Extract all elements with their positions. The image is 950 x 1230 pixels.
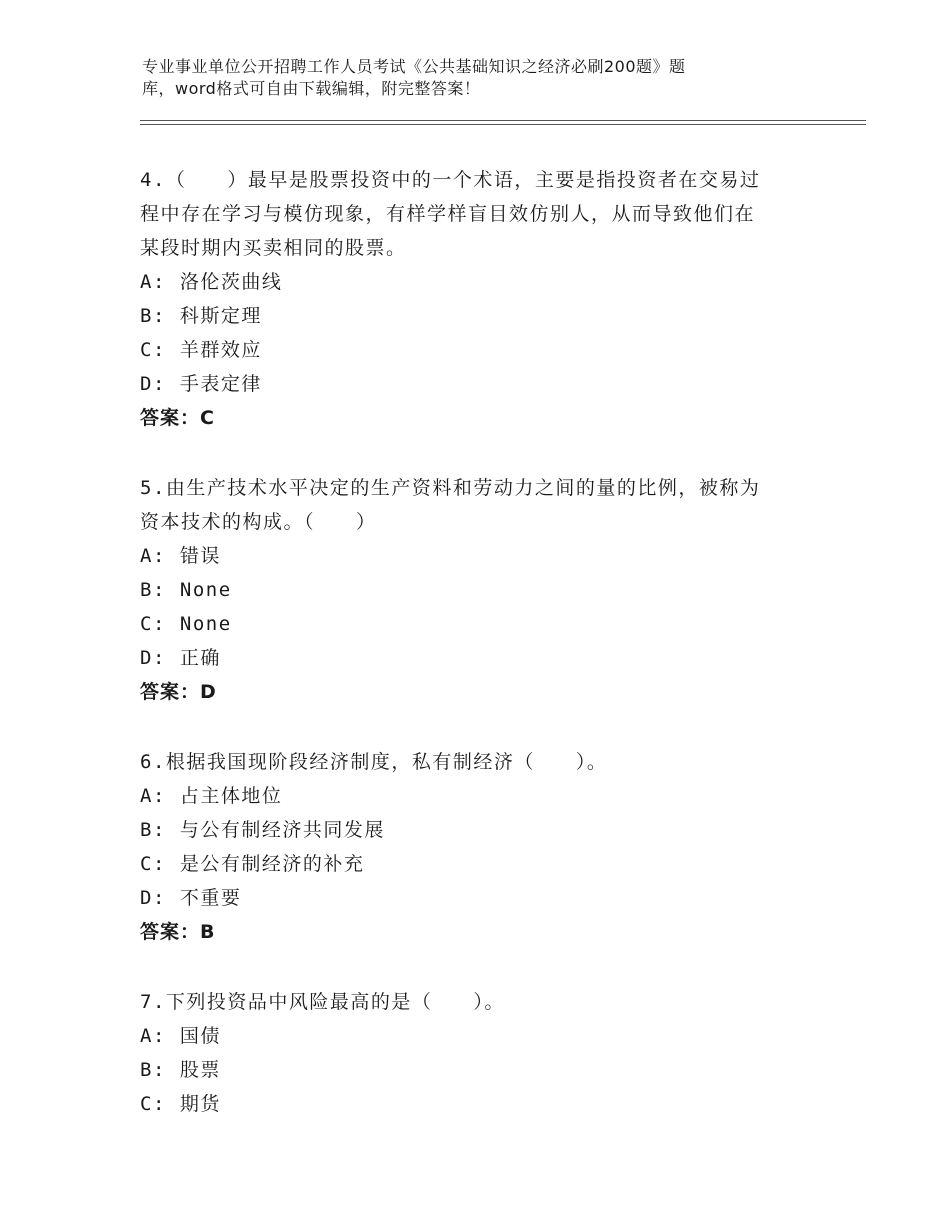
option-spacer <box>166 573 180 607</box>
option-spacer <box>166 813 180 847</box>
option-letter: D: <box>140 373 166 395</box>
option-spacer <box>166 299 180 333</box>
answer-option <box>140 299 820 333</box>
option-spacer <box>166 1087 180 1121</box>
question-text-line: 5.由生产技术水平决定的生产资料和劳动力之间的量的比例，被称为 <box>140 477 761 499</box>
option-text: 羊群效应 <box>179 339 262 361</box>
option-text: 占主体地位 <box>179 785 283 807</box>
answer-key: 答案：C <box>140 407 215 429</box>
option-letter: B: <box>140 305 166 327</box>
option-spacer <box>166 367 180 401</box>
option-text: 国债 <box>179 1025 221 1047</box>
option-spacer <box>166 607 180 641</box>
option-spacer <box>166 641 180 675</box>
question-text-line: 程中存在学习与模仿现象，有样学样盲目效仿别人，从而导致他们在 <box>140 203 756 225</box>
question-text-line: 某段时期内买卖相同的股票。 <box>140 237 407 259</box>
answer-option <box>140 367 820 401</box>
option-text: None <box>179 613 232 635</box>
question-text-line: 6.根据我国现阶段经济制度，私有制经济（ ）。 <box>140 751 608 773</box>
option-text: 期货 <box>179 1093 221 1115</box>
option-text: 科斯定理 <box>179 305 262 327</box>
answer-key: 答案：D <box>140 681 217 703</box>
option-spacer <box>166 847 180 881</box>
option-letter: A: <box>140 785 166 807</box>
option-letter: A: <box>140 271 166 293</box>
answer-option <box>140 1053 820 1087</box>
option-letter: A: <box>140 1025 166 1047</box>
answer-option <box>140 333 820 367</box>
header-title-line-2: 库，word格式可自由下载编辑，附完整答案！ <box>142 79 481 98</box>
option-letter: C: <box>140 1093 166 1115</box>
option-letter: C: <box>140 339 166 361</box>
option-spacer <box>166 539 180 573</box>
question-block <box>140 985 820 1121</box>
question-block <box>140 163 820 435</box>
answer-option <box>140 607 820 641</box>
question-text-line: 7.下列投资品中风险最高的是（ ）。 <box>140 991 505 1013</box>
option-text: 错误 <box>179 545 221 567</box>
option-spacer <box>166 1019 180 1053</box>
option-text: 洛伦茨曲线 <box>179 271 283 293</box>
option-text: None <box>179 579 232 601</box>
option-letter: C: <box>140 613 166 635</box>
answer-option <box>140 539 820 573</box>
option-text: 是公有制经济的补充 <box>179 853 365 875</box>
answer-option <box>140 847 820 881</box>
answer-option <box>140 1087 820 1121</box>
question-block <box>140 471 820 709</box>
question-list <box>140 163 820 1157</box>
option-spacer <box>166 333 180 367</box>
option-spacer <box>166 779 180 813</box>
option-spacer <box>166 265 180 299</box>
header-title-line-1: 专业事业单位公开招聘工作人员考试《公共基础知识之经济必刷200题》题 <box>142 57 686 76</box>
option-letter: B: <box>140 1059 166 1081</box>
answer-option <box>140 1019 820 1053</box>
option-text: 与公有制经济共同发展 <box>179 819 385 841</box>
answer-option <box>140 881 820 915</box>
option-letter: B: <box>140 579 166 601</box>
document-header <box>142 56 782 100</box>
option-letter: B: <box>140 819 166 841</box>
option-spacer <box>166 881 180 915</box>
option-text: 不重要 <box>179 887 242 909</box>
option-letter: D: <box>140 887 166 909</box>
option-text: 正确 <box>179 647 221 669</box>
answer-option <box>140 813 820 847</box>
option-text: 手表定律 <box>179 373 262 395</box>
question-text-line: 4.（ ）最早是股票投资中的一个术语，主要是指投资者在交易过 <box>140 169 761 191</box>
question-text-line: 资本技术的构成。（ ） <box>140 511 377 533</box>
answer-key: 答案：B <box>140 921 216 943</box>
answer-option <box>140 265 820 299</box>
answer-option <box>140 573 820 607</box>
option-letter: A: <box>140 545 166 567</box>
option-letter: C: <box>140 853 166 875</box>
header-divider <box>140 120 866 125</box>
option-spacer <box>166 1053 180 1087</box>
question-block <box>140 745 820 949</box>
answer-option <box>140 641 820 675</box>
option-letter: D: <box>140 647 166 669</box>
option-text: 股票 <box>179 1059 221 1081</box>
answer-option <box>140 779 820 813</box>
